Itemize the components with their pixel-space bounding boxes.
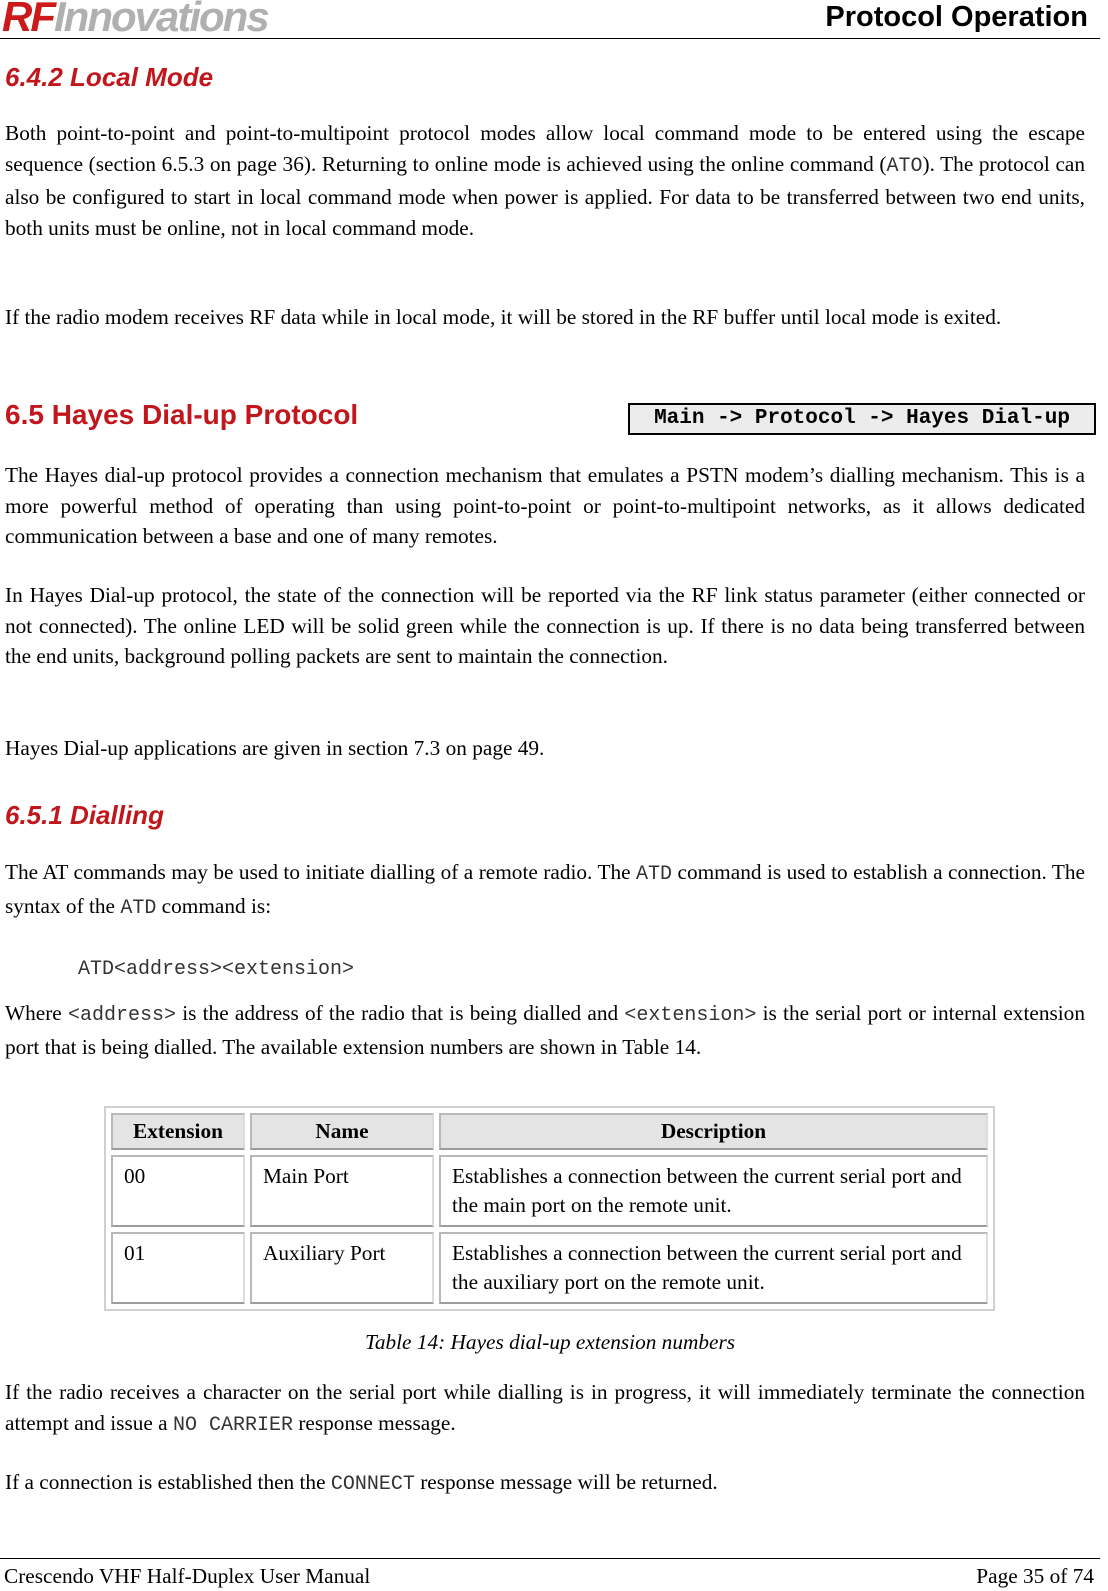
code-no-carrier: NO CARRIER — [172, 1413, 293, 1437]
code-extension: <extension> — [624, 1004, 757, 1027]
footer-page-number: Page 35 of 74 — [976, 1564, 1094, 1588]
table-header-row — [111, 1113, 988, 1150]
column-header: Extension — [111, 1113, 245, 1150]
text: response message will be returned. — [414, 1470, 718, 1494]
paragraph-dialling-4 — [5, 1467, 1085, 1501]
text: Where — [5, 1001, 68, 1025]
table-row — [111, 1232, 988, 1304]
table-cell: Auxiliary Port — [250, 1232, 434, 1304]
table-cell: Main Port — [250, 1155, 434, 1227]
atd-syntax: ATD<address><extension> — [78, 958, 355, 981]
paragraph-local-mode-1 — [5, 118, 1085, 243]
text: The AT commands may be used to initiate dialling of a remote radio. The — [5, 860, 637, 884]
paragraph-dialling-1 — [5, 857, 1085, 924]
heading-6-5: 6.5 Hayes Dial-up Protocol — [5, 399, 359, 430]
table-cell: 01 — [111, 1232, 245, 1304]
paragraph-hayes-1: The Hayes dial-up protocol provides a connection mechanism that emulates a PSTN modem’s dialling mechanism. This is a more powerful method of operating than using point-to-point or point-to-multipoint networks, as it allows dedicated communication between a base and one of many remotes. — [5, 463, 1085, 548]
table-cell: 00 — [111, 1155, 245, 1227]
logo-innovations-text: Innovations — [54, 0, 268, 40]
text: is the address of the radio that is being dialled and — [176, 1001, 625, 1025]
text: ). The protocol can also be configured to start in local command mode when power is applied. For data to be transferred between two end units, both units must be online, not in local command mode. — [5, 151, 1086, 240]
rf-innovations-logo — [2, 0, 268, 42]
paragraph-dialling-3 — [5, 1377, 1085, 1441]
paragraph-local-mode-2: If the radio modem receives RF data while in local mode, it will be stored in the RF buffer until local mode is exited. — [5, 305, 1002, 329]
column-header: Name — [250, 1113, 434, 1150]
paragraph-dialling-2 — [5, 998, 1085, 1062]
code-connect: CONNECT — [330, 1473, 415, 1496]
code-ato: ATO — [886, 154, 923, 178]
heading-6-5-1: 6.5.1 Dialling — [5, 800, 164, 830]
heading-6-4-2: 6.4.2 Local Mode — [5, 62, 214, 92]
paragraph-hayes-2: In Hayes Dial-up protocol, the state of the connection will be reported via the RF link status parameter (either connected or not connected). The online LED will be solid green while the connection is up. If there is no data being transferred between the end units, background polling packets are sent to maintain the connection. — [5, 583, 1085, 668]
text: response message. — [293, 1410, 456, 1435]
code-address: <address> — [67, 1004, 176, 1027]
text: Both point-to-point and point-to-multipoint protocol modes allow local command mode to be entered using the escape sequence (section 6.5.3 on page 36). Returning to online mode is achieved using the online command ( — [5, 121, 1085, 176]
text: is the serial port or internal extension port that is being dialled. The available extension numbers are shown in Table 14. — [5, 1001, 1085, 1059]
footer-document-title: Crescendo VHF Half-Duplex User Manual — [4, 1564, 371, 1588]
table-caption: Table 14: Hayes dial-up extension numbers — [364, 1330, 736, 1354]
code-atd: ATD — [636, 863, 673, 886]
text: command is: — [156, 893, 272, 918]
code-atd: ATD — [120, 896, 157, 920]
page-header — [0, 0, 1100, 39]
table-cell: Establishes a connection between the current serial port and the auxiliary port on the remote unit. — [439, 1232, 988, 1304]
table-cell: Establishes a connection between the current serial port and the main port on the remote unit. — [439, 1155, 988, 1227]
menu-path-box: Main -> Protocol -> Hayes Dial-up — [628, 403, 1096, 435]
text: command is used to establish a connection. The syntax of the — [5, 860, 1085, 918]
section-title: Protocol Operation — [825, 1, 1088, 33]
logo-rf-text: RF — [2, 0, 54, 40]
extension-table — [104, 1106, 995, 1311]
footer-divider — [0, 1558, 1100, 1559]
text: If the radio receives a character on the serial port while dialling is in progress, it will immediately terminate the connection attempt and issue a — [5, 1380, 1085, 1435]
paragraph-hayes-3: Hayes Dial-up applications are given in section 7.3 on page 49. — [5, 736, 545, 760]
table-row — [111, 1155, 988, 1227]
text: If a connection is established then the — [5, 1470, 331, 1494]
column-header: Description — [439, 1113, 988, 1150]
